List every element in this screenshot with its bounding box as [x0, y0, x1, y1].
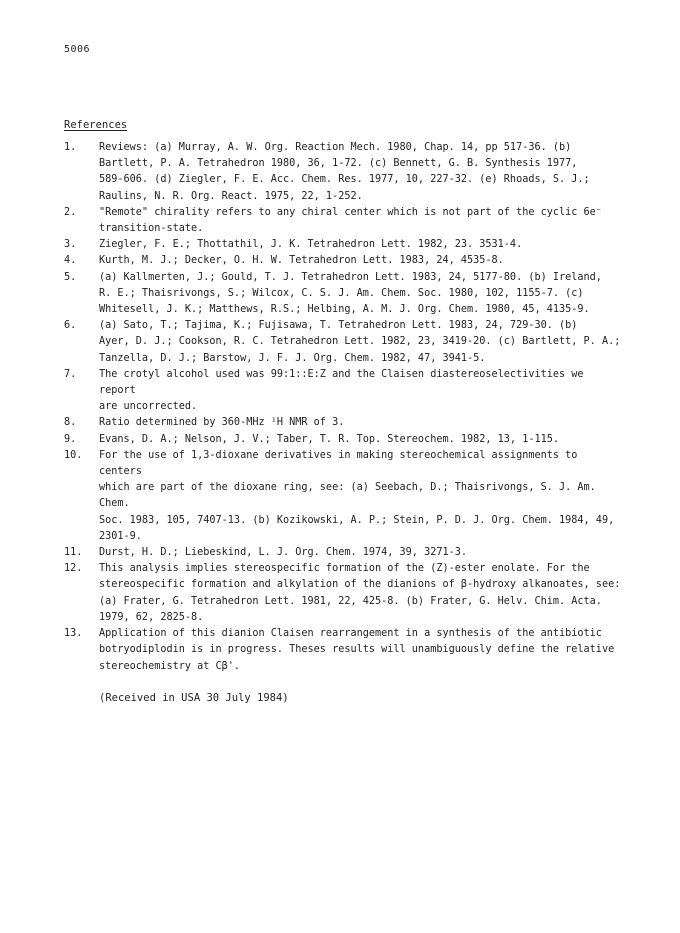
reference-item	[64, 237, 624, 253]
reference-text: Durst, H. D.; Liebeskind, L. J. Org. Chem. 1974, 39, 3271-3.	[99, 547, 468, 559]
reference-number: 10.	[64, 449, 83, 461]
reference-number: 6.	[64, 320, 77, 332]
reference-item	[64, 545, 624, 561]
page-number: 5006	[64, 44, 91, 55]
reference-list	[64, 140, 624, 675]
reference-number: 11.	[64, 547, 83, 559]
reference-number: 5.	[64, 271, 77, 283]
reference-text: Ratio determined by 360-MHz ¹H NMR of 3.	[99, 417, 345, 429]
reference-item	[64, 626, 624, 675]
reference-item	[64, 270, 624, 319]
reference-item	[64, 205, 624, 237]
reference-text: Evans, D. A.; Nelson, J. V.; Taber, T. R. Top. Stereochem. 1982, 13, 1-115.	[99, 433, 560, 445]
reference-item	[64, 140, 624, 205]
reference-item	[64, 415, 624, 431]
reference-text: For the use of 1,3-dioxane derivatives in making stereochemical assignments to centers which are part of the dioxane ring, see: (a) Seebach, D.; Thaisrivongs, S. J. Am. Chem. Soc. 1983, 105, 7407-13. (b) Kozikowski, A. P.; Stein, P. D. J. Org. Chem. 1984, 49, 2301-9.	[99, 449, 615, 542]
reference-text: (a) Sato, T.; Tajima, K.; Fujisawa, T. Tetrahedron Lett. 1983, 24, 729-30. (b) Ayer, D. J.; Cookson, R. C. Tetrahedron Lett. 1982, 23, 3419-20. (c) Bartlett, P. A.; Tanzella, D. J.; Barstow, J. F. J. Org. Chem. 1982, 47, 3941-5.	[99, 320, 621, 364]
reference-text: Ziegler, F. E.; Thottathil, J. K. Tetrahedron Lett. 1982, 23. 3531-4.	[99, 239, 523, 251]
reference-text: The crotyl alcohol used was 99:1::E:Z and the Claisen diastereoselectivities we report are uncorrected.	[99, 368, 584, 413]
reference-item	[64, 448, 624, 545]
reference-number: 2.	[64, 206, 77, 218]
reference-item	[64, 367, 624, 416]
reference-item	[64, 561, 624, 626]
reference-number: 1.	[64, 142, 77, 153]
reference-text: "Remote" chirality refers to any chiral center which is not part of the cyclic 6e⁻ transition-state.	[99, 206, 602, 235]
reference-item	[64, 318, 624, 367]
reference-number: 4.	[64, 255, 77, 267]
reference-number: 3.	[64, 239, 77, 251]
reference-text: (a) Kallmerten, J.; Gould, T. J. Tetrahedron Lett. 1983, 24, 5177-80. (b) Ireland, R. E.; Thaisrivongs, S.; Wilcox, C. S. J. Am. Chem. Soc. 1980, 102, 1155-7. (c) Whitesell, J. K.; Matthews, R.S.; Helbing, A. M. J. Org. Chem. 1980, 45, 4135-9.	[99, 271, 602, 316]
reference-text: Kurth, M. J.; Decker, O. H. W. Tetrahedron Lett. 1983, 24, 4535-8.	[99, 255, 504, 267]
reference-number: 8.	[64, 417, 77, 429]
reference-item	[64, 432, 624, 448]
reference-number: 13.	[64, 628, 83, 640]
reference-number: 12.	[64, 563, 83, 575]
references-heading: References	[64, 119, 128, 131]
reference-item	[64, 253, 624, 269]
reference-number: 9.	[64, 433, 77, 445]
reference-number: 7.	[64, 368, 77, 380]
reference-text: This analysis implies stereospecific formation of the (Z)-ester enolate. For the stereospecific formation and alkylation of the dianions of β-hydroxy alkanoates, see: (a) Frater, G. Tetrahedron Lett. 1981, 22, 425-8. (b) Frater, G. Helv. Chim. Acta. 1979, 62, 2825-8.	[99, 563, 621, 623]
reference-text: Application of this dianion Claisen rearrangement in a synthesis of the antibiotic botryodiplodin is in progress. Theses results will unambiguously define the relative stereochemistry at Cβ'.	[99, 628, 615, 672]
reference-text: Reviews: (a) Murray, A. W. Org. Reaction Mech. 1980, Chap. 14, pp 517-36. (b) Bartlett, P. A. Tetrahedron 1980, 36, 1-72. (c) Bennett, G. B. Synthesis 1977, 589-606. (d) Ziegler, F. E. Acc. Chem. Res. 1977, 10, 227-32. (e) Rhoads, S. J.; Raulins, N. R. Org. React. 1975, 22, 1-252.	[99, 142, 590, 202]
received-date: (Received in USA 30 July 1984)	[99, 692, 289, 704]
